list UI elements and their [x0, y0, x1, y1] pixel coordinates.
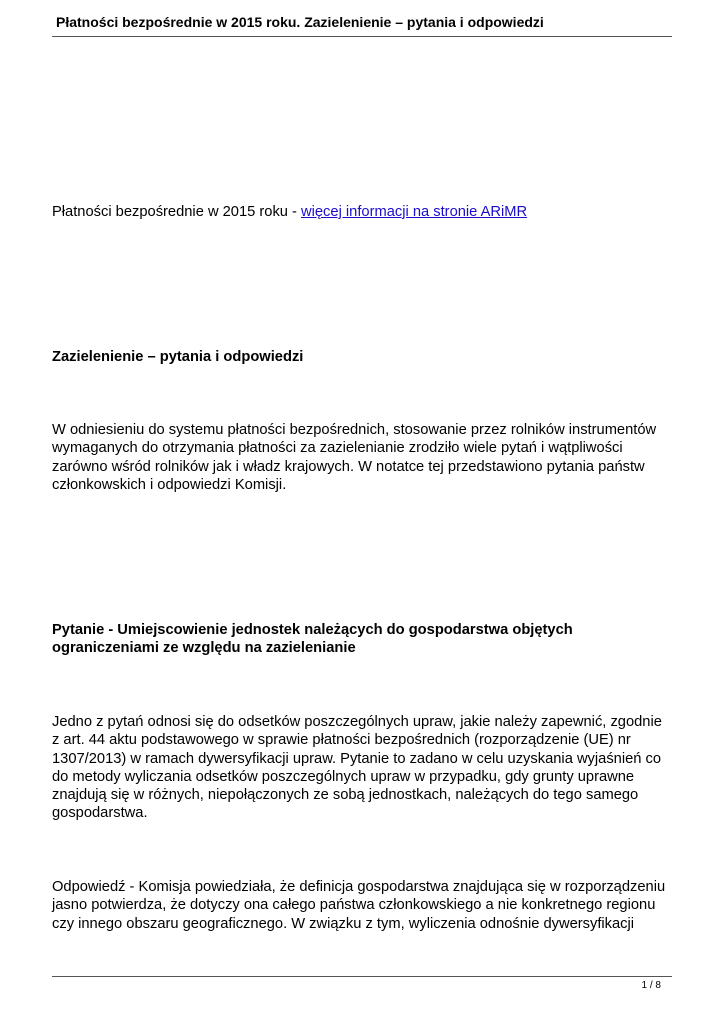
paragraph-line: wymaganych do otrzymania płatności za zazielenianie zrodziło wiele pytań i wątpliwości — [52, 440, 623, 457]
paragraph-line: członkowskich i odpowiedzi Komisji. — [52, 476, 287, 493]
page-number: 1 / 8 — [641, 980, 661, 991]
answer-paragraph — [52, 878, 672, 933]
page-header-title: Płatności bezpośrednie w 2015 roku. Zazielenienie – pytania i odpowiedzi — [56, 14, 544, 30]
question-heading-line: Pytanie - Umiejscowienie jednostek należących do gospodarstwa objętych — [52, 622, 573, 638]
paragraph-line: 1307/2013) w ramach dywersyfikacji upraw. Pytanie to zadano w celu uzyskania wyjaśnień co — [52, 750, 662, 767]
paragraph-line: zarówno wśród rolników jak i władz krajowych. W notatce tej przedstawiono pytania państw — [52, 458, 645, 475]
question-paragraph — [52, 713, 672, 823]
paragraph-line: Jedno z pytań odnosi się do odsetków poszczególnych upraw, jakie należy zapewnić, zgodnie — [52, 714, 662, 730]
paragraph-line: z art. 44 aktu podstawowego w sprawie płatności bezpośrednich (rozporządzenie (UE) nr — [52, 732, 631, 749]
paragraph-line: W odniesieniu do systemu płatności bezpośrednich, stosowanie przez rolników instrumentów — [52, 422, 657, 438]
section-title-text: Zazielenienie – pytania i odpowiedzi — [52, 349, 304, 365]
paragraph-line: jasno potwierdza, że dotyczy ona całego państwa członkowskiego a nie konkretnego regionu — [52, 897, 656, 914]
paragraph-line: gospodarstwa. — [52, 805, 148, 822]
paragraph-line: znajdują się w różnych, niepołączonych ze sobą jednostkach, należących do tego samego — [52, 787, 639, 804]
paragraph-line: Odpowiedź - Komisja powiedziała, że definicja gospodarstwa znajdująca się w rozporządzeniu — [52, 879, 666, 895]
arimr-info-link[interactable]: więcej informacji na stronie ARiMR — [301, 204, 528, 220]
section-title — [52, 348, 672, 366]
intro-paragraph — [52, 421, 672, 494]
question-heading-line: ograniczeniami ze względu na zazielenianie — [52, 640, 356, 657]
intro-text: Płatności bezpośrednie w 2015 roku - — [52, 204, 302, 220]
paragraph-line: do metody wyliczania odsetków poszczególnych upraw w przypadku, gdy grunty uprawne — [52, 768, 635, 785]
intro-line — [52, 203, 527, 221]
paragraph-line: czy innego obszaru geograficznego. W związku z tym, wyliczenia odnośnie dywersyfikacji — [52, 915, 635, 932]
header-divider — [52, 36, 672, 37]
question-heading — [52, 621, 672, 658]
footer-divider — [52, 976, 672, 977]
